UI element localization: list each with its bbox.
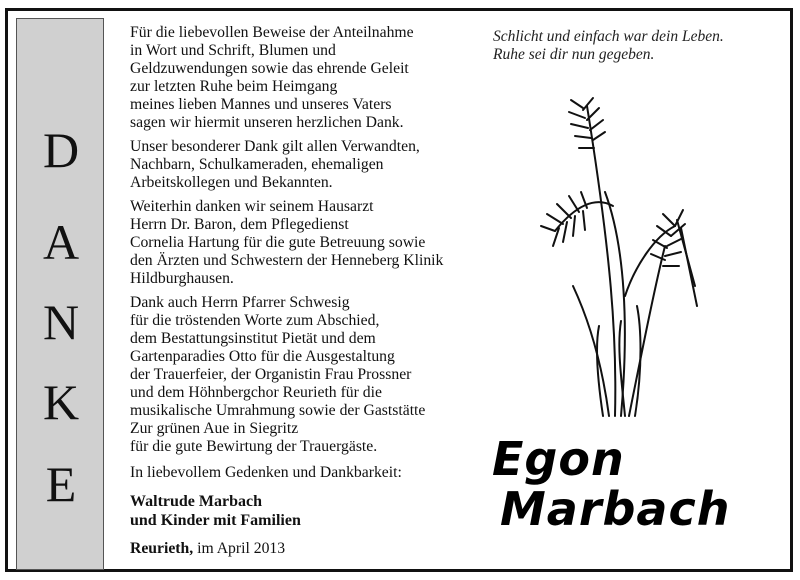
text-line: Für die liebevollen Beweise der Anteilnahme xyxy=(130,24,414,41)
text-line: meines lieben Mannes und unseres Vaters xyxy=(130,96,392,113)
text-line: Hildburghausen. xyxy=(130,270,234,287)
deceased-last-name: Marbach xyxy=(500,482,731,536)
motto-line: Ruhe sei dir nun gegeben. xyxy=(493,46,655,63)
text-line: musikalische Umrahmung sowie der Gaststätte xyxy=(130,402,426,419)
motto-line: Schlicht und einfach war dein Leben. xyxy=(493,28,724,45)
text-line: Geldzuwendungen sowie das ehrende Geleit xyxy=(130,60,409,77)
text-line: dem Bestattungsinstitut Pietät und dem xyxy=(130,330,376,347)
paragraph-relatives xyxy=(130,138,490,192)
signer-family: und Kinder mit Familien xyxy=(130,512,301,529)
text-line: Gartenparadies Otto für die Ausgestaltung xyxy=(130,348,395,365)
motto xyxy=(493,28,724,64)
text-line: Zur grünen Aue in Siegritz xyxy=(130,420,299,437)
text-line: für die gute Bewirtung der Trauergäste. xyxy=(130,438,378,455)
sidebar-letter: K xyxy=(42,374,80,430)
sidebar-letter: A xyxy=(42,214,80,270)
wheat-grain-illustration xyxy=(525,96,705,426)
text-line: in Wort und Schrift, Blumen und xyxy=(130,42,336,59)
text-line: zur letzten Ruhe beim Heimgang xyxy=(130,78,338,95)
text-line: Dank auch Herrn Pfarrer Schwesig xyxy=(130,294,350,311)
place: Reurieth, xyxy=(130,540,194,557)
text-line: Arbeitskollegen und Bekannten. xyxy=(130,174,333,191)
danke-sidebar xyxy=(16,18,104,570)
signer-name: Waltrude Marbach xyxy=(130,493,262,510)
signers xyxy=(130,492,490,530)
sidebar-letter: E xyxy=(45,456,77,512)
deceased-first-name: Egon xyxy=(492,432,625,486)
text-line: Herrn Dr. Baron, dem Pflegedienst xyxy=(130,216,349,233)
text-line: Cornelia Hartung für die gute Betreuung sowie xyxy=(130,234,426,251)
paragraph-thanks xyxy=(130,24,490,132)
place-date xyxy=(130,540,490,558)
text-line: Weiterhin danken wir seinem Hausarzt xyxy=(130,198,374,215)
text-line: der Trauerfeier, der Organistin Frau Prossner xyxy=(130,366,412,383)
text-line: den Ärzten und Schwestern der Henneberg Klinik xyxy=(130,252,444,269)
text-line: und dem Höhnbergchor Reurieth für die xyxy=(130,384,382,401)
date: im April 2013 xyxy=(197,540,286,557)
sidebar-letter: N xyxy=(42,294,80,350)
paragraph-ceremony xyxy=(130,294,490,456)
closing-line: In liebevollem Gedenken und Dankbarkeit: xyxy=(130,464,402,481)
text-line: Nachbarn, Schulkameraden, ehemaligen xyxy=(130,156,384,173)
text-line: Unser besonderer Dank gilt allen Verwandten, xyxy=(130,138,420,155)
thank-you-text xyxy=(130,24,490,564)
paragraph-medical xyxy=(130,198,490,288)
sidebar-letter: D xyxy=(42,122,80,178)
text-line: für die tröstenden Worte zum Abschied, xyxy=(130,312,380,329)
text-line: sagen wir hiermit unseren herzlichen Dank. xyxy=(130,114,404,131)
